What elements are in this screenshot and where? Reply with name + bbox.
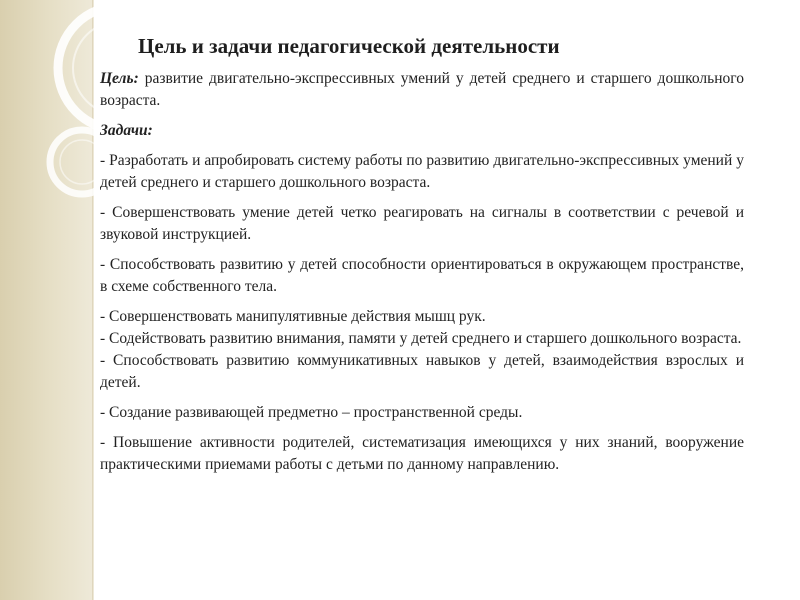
task-item: - Способствовать развитию коммуникативных навыков у детей, взаимодействия взрослых и детей. [100, 352, 744, 391]
task-item: - Повышение активности родителей, систематизация имеющихся у них знаний, вооружение практическими приемами работы с детьми по данному направлению. [100, 434, 744, 473]
goal-paragraph [100, 68, 744, 112]
goal-text: развитие двигательно-экспрессивных умений у детей среднего и старшего дошкольного возраста. [100, 70, 744, 109]
tasks-heading [100, 120, 744, 142]
task-item: - Совершенствовать умение детей четко реагировать на сигналы в соответствии с речевой и звуковой инструкцией. [100, 204, 744, 243]
task-item: - Совершенствовать манипулятивные действия мышц рук. [100, 308, 486, 325]
slide-title: Цель и задачи педагогической деятельности [138, 34, 560, 58]
goal-label: Цель: [100, 70, 139, 87]
task-item: - Создание развивающей предметно – пространственной среды. [100, 404, 523, 421]
task-item: - Разработать и апробировать систему работы по развитию двигательно-экспрессивных умений у детей среднего и старшего дошкольного возраста. [100, 152, 744, 191]
tasks-label: Задачи: [100, 122, 153, 139]
task-item: - Способствовать развитию у детей способности ориентироваться в окружающем пространстве, в схеме собственного тела. [100, 256, 744, 295]
decorative-side-band [0, 0, 92, 600]
task-item: - Содействовать развитию внимания, памяти у детей среднего и старшего дошкольного возраста. [100, 330, 742, 347]
slide-content [100, 68, 744, 484]
side-band-edge [92, 0, 94, 600]
